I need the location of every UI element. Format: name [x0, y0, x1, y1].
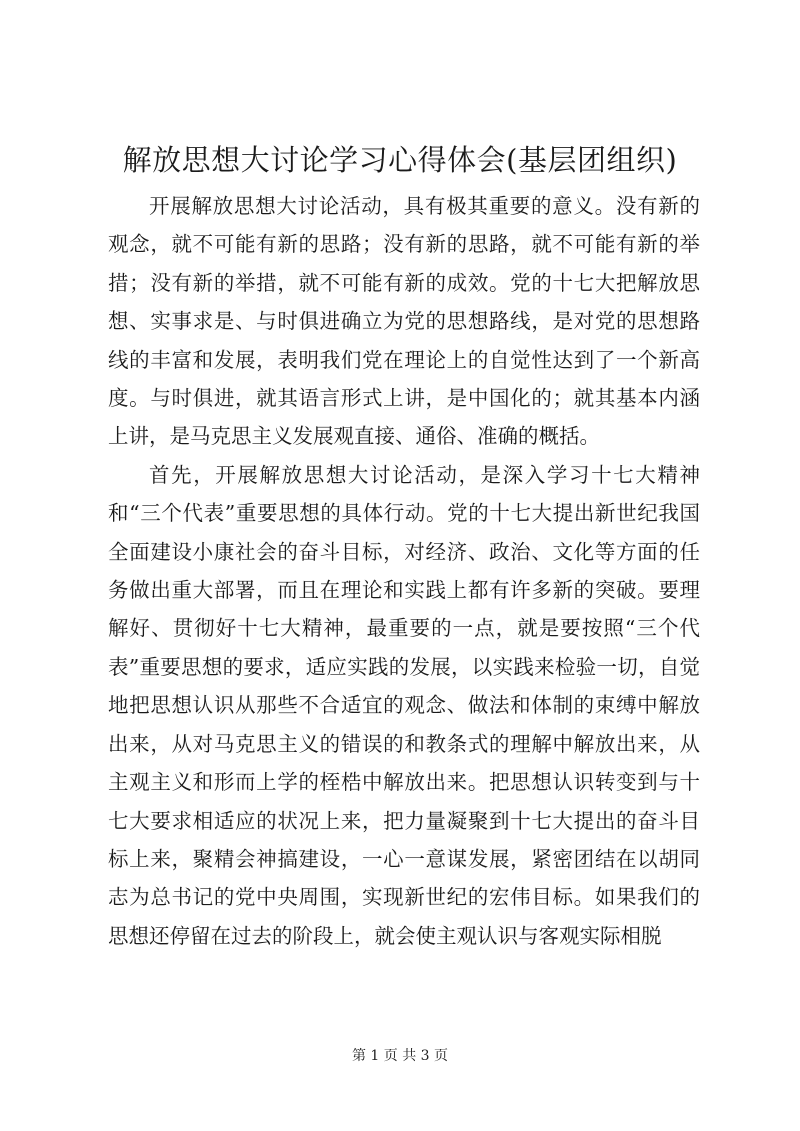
paragraph-1: 开展解放思想大讨论活动，具有极其重要的意义。没有新的观念，就不可能有新的思路；没有新的思路，就不可能有新的举措；没有新的举措，就不可能有新的成效。党的十七大把解放思想、实事求是、与时俱进确立为党的思想路线，是对党的思想路线的丰富和发展，表明我们党在理论上的自觉性达到了一个新高度。与时俱进，就其语言形式上讲，是中国化的；就其基本内涵上讲，是马克思主义发展观直接、通俗、准确的概括。 — [108, 194, 700, 449]
document-body — [108, 187, 700, 955]
page-footer: 第 1 页 共 3 页 — [351, 1048, 449, 1064]
document-title: 解放思想大讨论学习心得体会(基层团组织) — [122, 143, 678, 177]
paragraph-2: 首先，开展解放思想大讨论活动，是深入学习十七大精神和“三个代表”重要思想的具体行动。党的十七大提出新世纪我国全面建设小康社会的奋斗目标，对经济、政治、文化等方面的任务做出重大部署，而且在理论和实践上都有许多新的突破。要理解好、贯彻好十七大精神，最重要的一点，就是要按照“三个代表”重要思想的要求，适应实践的发展，以实践来检验一切，自觉地把思想认识从那些不合适宜的观念、做法和体制的束缚中解放出来，从对马克思主义的错误的和教条式的理解中解放出来，从主观主义和形而上学的桎梏中解放出来。把思想认识转变到与十七大要求相适应的状况上来，把力量凝聚到十七大提出的奋斗目标上来，聚精会神搞建设，一心一意谋发展，紧密团结在以胡同志为总书记的党中央周围，实现新世纪的宏伟目标。如果我们的思想还停留在过去的阶段上，就会使主观认识与客观实际相脱 — [108, 462, 700, 948]
